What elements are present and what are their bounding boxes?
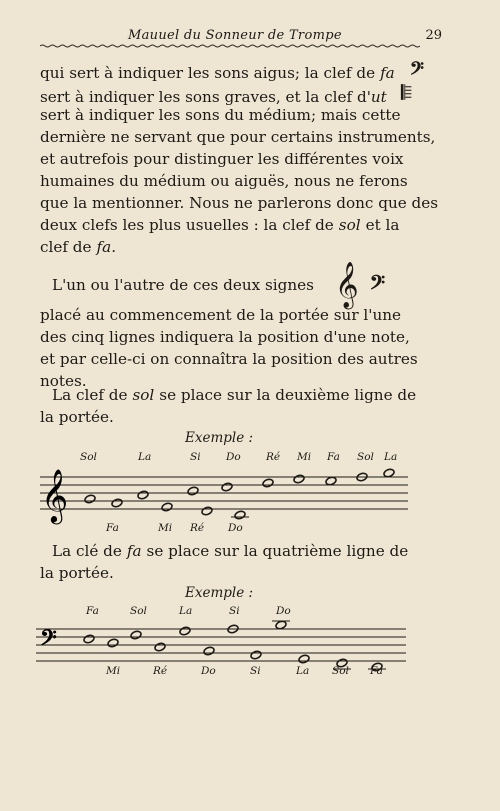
ex2-note-5	[179, 626, 191, 636]
example2-title: Exemple :	[185, 585, 254, 601]
text-line	[40, 58, 424, 84]
paragraph-signs	[40, 262, 418, 392]
text-span: se place sur la deuxième ligne de	[159, 386, 417, 404]
bass-clef-icon: 𝄢	[409, 58, 424, 84]
text-line	[40, 384, 417, 406]
ex1-note-8	[234, 510, 246, 520]
text-span: clef de	[40, 238, 92, 256]
ex2-note-10	[298, 654, 310, 664]
ex1-note-7	[221, 482, 233, 492]
ex1-note-3	[137, 490, 149, 500]
ex1-top-label-5: Ré	[266, 451, 281, 463]
text-span-italic: sol	[338, 216, 361, 234]
ex2-note-6	[203, 646, 215, 656]
ex1-note-9	[262, 478, 274, 488]
ex2-top-label-5: Do	[276, 605, 291, 617]
header-rule	[40, 44, 420, 48]
ex1-note-6	[201, 506, 213, 516]
text-line: et autrefois pour distinguer les différentes voix	[40, 150, 404, 168]
ex1-bottom-label-3: Ré	[190, 522, 205, 534]
ex2-bottom-label-3: Do	[201, 665, 216, 677]
text-line	[40, 540, 412, 562]
ex1-top-label-6: Mi	[297, 451, 312, 463]
text-line: que la mentionner. Nous ne parlerons donc que des	[40, 194, 439, 212]
ex1-bottom-label-1: Fa	[106, 522, 119, 534]
ex1-note-10	[293, 474, 305, 484]
example1-title: Exemple :	[185, 430, 254, 446]
text-line: placé au commencement de la portée sur l'une	[40, 306, 401, 324]
ex1-bottom-label-4: Do	[228, 522, 243, 534]
ex2-top-label-4: Si	[229, 605, 240, 617]
text-line: dernière ne servant que pour certains instruments,	[40, 128, 436, 146]
text-span-italic: fa	[380, 64, 395, 82]
ex1-note-12	[356, 472, 368, 482]
text-span-italic: sol	[132, 386, 155, 404]
paragraph-bass-clef	[40, 540, 412, 584]
ex2-bottom-label-5: La	[296, 665, 310, 677]
ex2-note-3	[130, 630, 142, 640]
paragraph-clefs	[40, 58, 439, 258]
bass-clef-icon: 𝄢	[369, 270, 386, 299]
ex2-top-label-1: Fa	[86, 605, 99, 617]
ex2-bottom-label-2: Ré	[153, 665, 168, 677]
text-line: la portée.	[40, 408, 114, 426]
text-line	[40, 262, 412, 308]
ex1-top-label-3: Si	[190, 451, 201, 463]
text-line: notes.	[40, 372, 87, 390]
text-line	[40, 82, 412, 104]
ex2-bottom-label-6: Sol	[332, 665, 349, 677]
text-span: deux clefs les plus usuelles : la clef de	[40, 216, 334, 234]
bass-clef-icon: 𝄢	[40, 626, 57, 656]
ex2-top-label-2: Sol	[130, 605, 147, 617]
ex1-top-label-9: La	[384, 451, 398, 463]
paragraph-treble-clef	[40, 384, 417, 428]
ex1-top-label-4: Do	[226, 451, 241, 463]
ex1-top-label-1: Sol	[80, 451, 97, 463]
ex2-bottom-label-7: Fa	[370, 665, 383, 677]
text-span-italic: ut	[370, 88, 387, 106]
text-span: se place sur la quatrième ligne de	[146, 542, 409, 560]
ex2-note-1	[83, 634, 95, 644]
ex1-bottom-label-2: Mi	[158, 522, 173, 534]
ex1-note-11	[325, 476, 337, 486]
ex1-top-label-8: Sol	[357, 451, 374, 463]
header-title: Mauuel du Sonneur de Trompe	[128, 28, 342, 43]
text-span-italic: fa.	[96, 238, 117, 256]
ex1-note-1	[84, 494, 96, 504]
text-line: des cinq lignes indiquera la position d'une note,	[40, 328, 410, 346]
ex1-top-label-2: La	[138, 451, 152, 463]
text-line: humaines du médium ou aiguës, nous ne ferons	[40, 172, 408, 190]
text-line	[40, 236, 412, 258]
text-span: sert à indiquer les sons graves, et la clef d'	[40, 88, 371, 106]
text-line: et par celle-ci on connaîtra la position des autres	[40, 350, 418, 368]
ex2-note-9	[275, 620, 287, 630]
ex2-top-label-3: La	[179, 605, 193, 617]
text-span-italic: fa	[126, 542, 142, 560]
ex1-note-5	[187, 486, 199, 496]
text-span: et la	[365, 216, 400, 234]
treble-clef-icon: 𝄞	[334, 262, 359, 308]
c-clef-icon	[400, 82, 412, 102]
ex2-note-7	[227, 624, 239, 634]
ex1-top-label-7: Fa	[327, 451, 340, 463]
ex1-note-4	[161, 502, 173, 512]
text-span: L'un ou l'autre de ces deux signes	[52, 276, 314, 294]
ex1-note-13	[383, 468, 395, 478]
page-number: 29	[425, 28, 442, 43]
ex2-note-4	[154, 642, 166, 652]
ex2-bottom-label-1: Mi	[106, 665, 121, 677]
text-line: sert à indiquer les sons du médium; mais cette	[40, 106, 401, 124]
text-span: La clé de	[52, 542, 122, 560]
ex2-note-2	[107, 638, 119, 648]
ex2-bottom-label-4: Si	[250, 665, 261, 677]
ex1-note-2	[111, 498, 123, 508]
text-line	[40, 214, 412, 236]
treble-clef-icon: 𝄞	[41, 468, 69, 522]
text-span: qui sert à indiquer les sons aigus; la clef de	[40, 64, 376, 82]
ex2-note-8	[250, 650, 262, 660]
text-span: La clef de	[52, 386, 128, 404]
text-line: la portée.	[40, 564, 114, 582]
